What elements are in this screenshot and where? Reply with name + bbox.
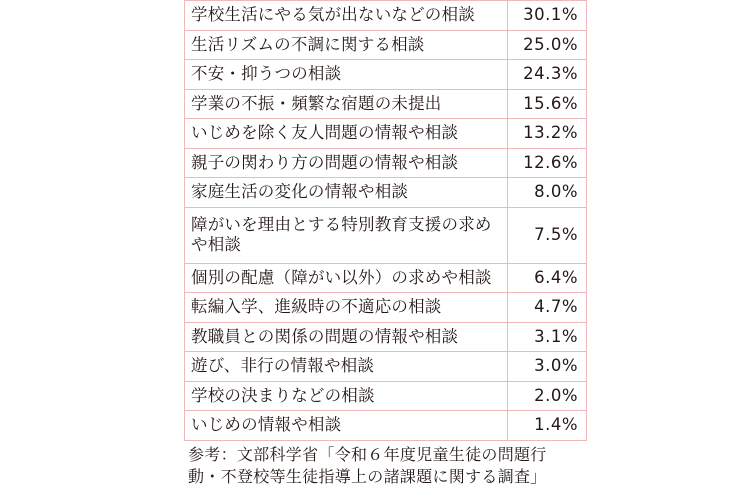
row-value: 7.5% bbox=[508, 207, 587, 263]
row-value: 13.2% bbox=[508, 119, 587, 149]
table-row bbox=[185, 148, 587, 178]
row-label: 学業の不振・頻繁な宿題の未提出 bbox=[185, 89, 508, 119]
row-value: 8.0% bbox=[508, 178, 587, 208]
row-label: 生活リズムの不調に関する相談 bbox=[185, 30, 508, 60]
row-label: 障がいを理由とする特別教育支援の求めや相談 bbox=[185, 207, 508, 263]
row-label: いじめの情報や相談 bbox=[185, 411, 508, 441]
row-label: 教職員との関係の問題の情報や相談 bbox=[185, 322, 508, 352]
row-value: 30.1% bbox=[508, 1, 587, 31]
table-row bbox=[185, 381, 587, 411]
table-row bbox=[185, 178, 587, 208]
table-row bbox=[185, 89, 587, 119]
row-value: 24.3% bbox=[508, 60, 587, 90]
row-value: 12.6% bbox=[508, 148, 587, 178]
row-value: 25.0% bbox=[508, 30, 587, 60]
row-label: 遊び、非行の情報や相談 bbox=[185, 352, 508, 382]
row-label: 不安・抑うつの相談 bbox=[185, 60, 508, 90]
row-value: 2.0% bbox=[508, 381, 587, 411]
table-row bbox=[185, 60, 587, 90]
row-value: 6.4% bbox=[508, 263, 587, 293]
row-value: 4.7% bbox=[508, 293, 587, 323]
consultation-table-body bbox=[185, 1, 587, 441]
row-value: 3.1% bbox=[508, 322, 587, 352]
row-label: 個別の配慮（障がい以外）の求めや相談 bbox=[185, 263, 508, 293]
row-value: 15.6% bbox=[508, 89, 587, 119]
table-row bbox=[185, 352, 587, 382]
source-note: 参考：文部科学省「令和６年度児童生徒の問題行動・不登校等生徒指導上の諸課題に関する調査」 bbox=[188, 445, 547, 486]
table-row bbox=[185, 119, 587, 149]
table-row bbox=[185, 1, 587, 31]
table-row bbox=[185, 30, 587, 60]
row-label: 転編入学、進級時の不適応の相談 bbox=[185, 293, 508, 323]
table-row bbox=[185, 263, 587, 293]
row-label: いじめを除く友人問題の情報や相談 bbox=[185, 119, 508, 149]
table-row bbox=[185, 411, 587, 441]
row-label: 家庭生活の変化の情報や相談 bbox=[185, 178, 508, 208]
row-label: 学校の決まりなどの相談 bbox=[185, 381, 508, 411]
table-row bbox=[185, 322, 587, 352]
consultation-table bbox=[184, 0, 587, 441]
table-row bbox=[185, 293, 587, 323]
row-value: 3.0% bbox=[508, 352, 587, 382]
row-label: 学校生活にやる気が出ないなどの相談 bbox=[185, 1, 508, 31]
row-label: 親子の関わり方の問題の情報や相談 bbox=[185, 148, 508, 178]
table-row bbox=[185, 207, 587, 263]
row-value: 1.4% bbox=[508, 411, 587, 441]
